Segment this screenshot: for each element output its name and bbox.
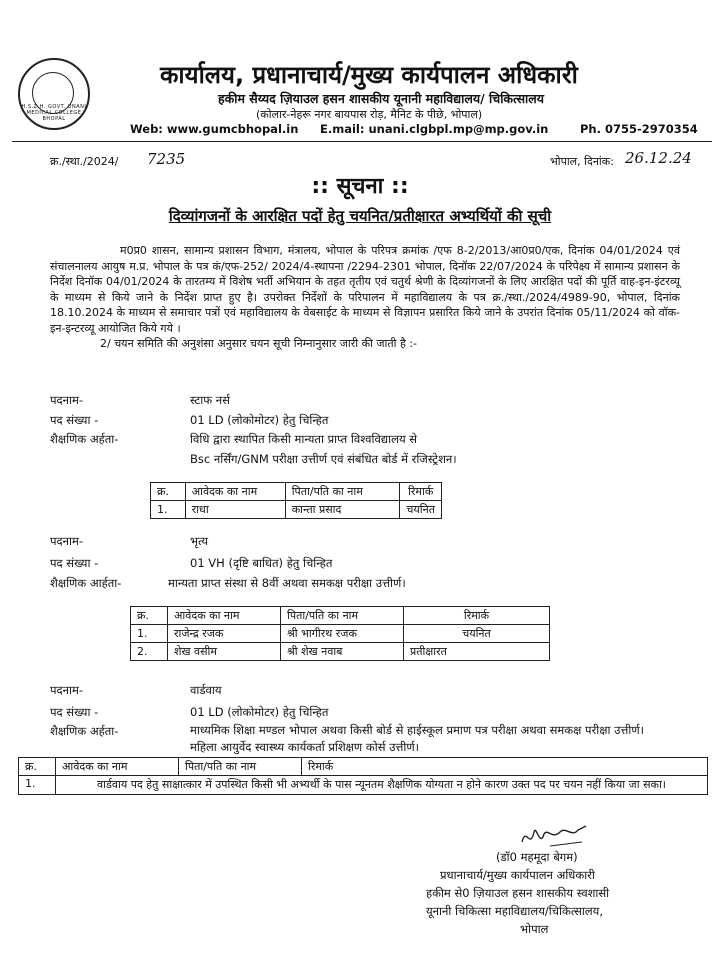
table-peon [130,606,550,661]
col-sno: क्र. [19,758,56,776]
notice-heading: :: सूचना :: [311,174,409,199]
table-row [131,625,550,643]
col-remark: रिमार्क [400,483,442,501]
table-staff-nurse [150,482,442,519]
table-ward-boy [18,757,708,795]
subject-line: दिव्यांगजनों के आरक्षित पदों हेतु चयनित/प्रतीक्षारत अभ्यर्थियों की सूची [168,207,552,225]
count-value-2: 01 VH (दृष्टि बाधित) हेतु चिन्हित [190,556,333,570]
col-sno: क्र. [131,607,168,625]
email-text: E.mail: unani.clgbpl.mp@mp.gov.in [320,122,549,136]
date-label: भोपाल, दिनांक: [550,155,614,168]
col-name: आवेदक का नाम [168,607,281,625]
qual-value-3: माध्यमिक शिक्षा मण्डल भोपाल अथवा किसी बोर्ड से हाईस्कूल प्रमाण पत्र परीक्षा अथवा समकक्ष परीक्षा उत्तीर्ण। महिला आयुर्वेद स्वास्थ्य कार्यकर्ता प्रशिक्षण कोर्स उत्तीर्ण। [190,723,645,754]
website-text: Web: www.gumcbhopal.in [130,122,299,136]
cell-remark: चयनित [400,501,442,519]
logo-text: H.S.Z.H. GOVT. UNANI MEDICAL COLLEGE BHOPAL [21,104,87,122]
post-value-3: वार्डवाय [190,683,222,697]
signatory-name: (डॉ0 महमूदा बेगम) [496,850,578,864]
qual-value-1: विधि द्वारा स्थापित किसी मान्यता प्राप्त विश्वविद्यालय से [190,432,418,446]
cell-name: राजेन्द्र रजक [168,625,281,643]
cell-sno: 1. [151,501,186,519]
post-label-2: पदनाम- [50,534,84,548]
signatory-city: भोपाल [520,922,549,936]
qual-label-1: शैक्षणिक अर्हता- [50,432,119,446]
phone-text: Ph. 0755-2970354 [580,122,698,136]
count-label-3: पद संख्या - [50,705,99,719]
institution-name: हकीम सैय्यद ज़ियाउल हसन शासकीय यूनानी महाविद्यालय/ चिकित्सालय [218,91,545,106]
qual-label-3: शैक्षणिक अर्हता- [50,724,119,738]
count-value-1: 01 LD (लोकोमोटर) हेतु चिन्हित [190,413,329,427]
col-remark: रिमार्क [302,758,708,776]
table-row [19,776,708,795]
table-header [151,483,442,501]
table-row [131,643,550,661]
paragraph-2: 2/ चयन समिति की अनुशंसा अनुसार चयन सूची निम्नानुसार जारी की जाती है :- [100,337,418,350]
post-label-3: पदनाम- [50,683,84,697]
cell-father: श्री शेख नवाब [281,643,404,661]
cell-remark: प्रतीक्षारत [404,643,550,661]
table-header [131,607,550,625]
signatory-institution-2: यूनानी चिकित्सा महाविद्यालय/चिकित्सालय, [426,904,603,918]
cell-remark: वार्डवाय पद हेतु साक्षात्कार में उपस्थित किसी भी अभ्यर्थी के पास न्यूनतम शैक्षणिक योग्यता न होने कारण उक्त पद पर चयन नहीं किया जा सका। [56,776,708,795]
paragraph-1: म0प्र0 शासन, सामान्य प्रशासन विभाग, मंत्रालय, भोपाल के परिपत्र क्रमांक /एफ 8-2/2013/आ0प्र0/एक, दिनांक 04/01/2024 एवं संचालनालय आयुष म.प्र. भोपाल के पत्र कं/एफ-252/ 2024/4-स्थापना /2294-2301 भोपाल, दिनॉक 22/07/2024 के परिपेक्ष्य में सामान्य प्रशासन के निर्देश दिनॉक 04/01/2024 के तारतम्य में विशेष भर्ती अभियान के तहत तृतीय एवं चतुर्थ श्रेणी के दिव्यांगजनों के लिए आरक्षित पदों की पूर्ति वाह-इन-इंटरव्यू के माध्यम से किये जाने के निर्देश प्राप्त हुए है। उपरोक्त निर्देशों के परिपालन में महाविद्यालय के पत्र क्र./स्था./2024/4989-90, भोपाल, दिनांक 18.10.2024 के माध्यम से समाचार पत्रों एवं महाविद्यालय के वेबसाईट के माध्यम से विज्ञापन प्रसारित किये जाने के उपरांत दिनांक 05/11/2024 को वॉक-इन-इन्टरव्यू आयोजित किये गये । [50,244,680,335]
cell-name: शेख वसीम [168,643,281,661]
cell-father: कान्ता प्रसाद [285,501,400,519]
college-logo [18,58,90,130]
office-title: कार्यालय, प्रधानाचार्य/मुख्य कार्यपालन अधिकारी [160,61,578,89]
cell-sno: 1. [131,625,168,643]
qual-value-2: मान्यता प्राप्त संस्था से 8वीं अथवा समकक्ष परीक्षा उत्तीर्ण। [168,576,406,590]
col-father: पिता/पति का नाम [179,758,302,776]
table-header [19,758,708,776]
ref-label: क्र./स्था./2024/ [50,155,119,168]
header-divider [12,141,712,142]
signatory-institution-1: हकीम से0 ज़ियाउल हसन शासकीय स्वशासी [426,886,610,900]
qual-value-1b: Bsc नर्सिंग/GNM परीक्षा उत्तीर्ण एवं संबंधित बोर्ड में रजिस्ट्रेशन। [190,452,457,466]
post-label-1: पदनाम- [50,393,84,407]
count-label-1: पद संख्या - [50,413,99,427]
cell-father: श्री भागीरथ रजक [281,625,404,643]
cell-name: राधा [185,501,285,519]
cell-sno: 2. [131,643,168,661]
col-name: आवेदक का नाम [185,483,285,501]
signatory-designation: प्रधानाचार्य/मुख्य कार्यपालन अधिकारी [440,868,595,882]
table-row [151,501,442,519]
col-father: पिता/पति का नाम [285,483,400,501]
count-label-2: पद संख्या - [50,556,99,570]
post-value-2: भृत्य [190,534,209,548]
count-value-3: 01 LD (लोकोमोटर) हेतु चिन्हित [190,705,329,719]
handwritten-signature [520,820,590,854]
cell-sno: 1. [19,776,56,795]
col-father: पिता/पति का नाम [281,607,404,625]
date-value: 26.12.24 [625,149,692,167]
body-text [50,243,680,352]
ref-number: 7235 [147,150,186,168]
col-name: आवेदक का नाम [56,758,179,776]
col-sno: क्र. [151,483,186,501]
post-value-1: स्टाफ नर्स [190,393,230,407]
qual-label-2: शैक्षणिक आर्हता- [50,576,122,590]
col-remark: रिमार्क [404,607,550,625]
institution-address: (कोलार-नेहरू नगर बायपास रोड़, मैनिट के पीछे, भोपाल) [256,108,483,121]
cell-remark: चयनित [404,625,550,643]
